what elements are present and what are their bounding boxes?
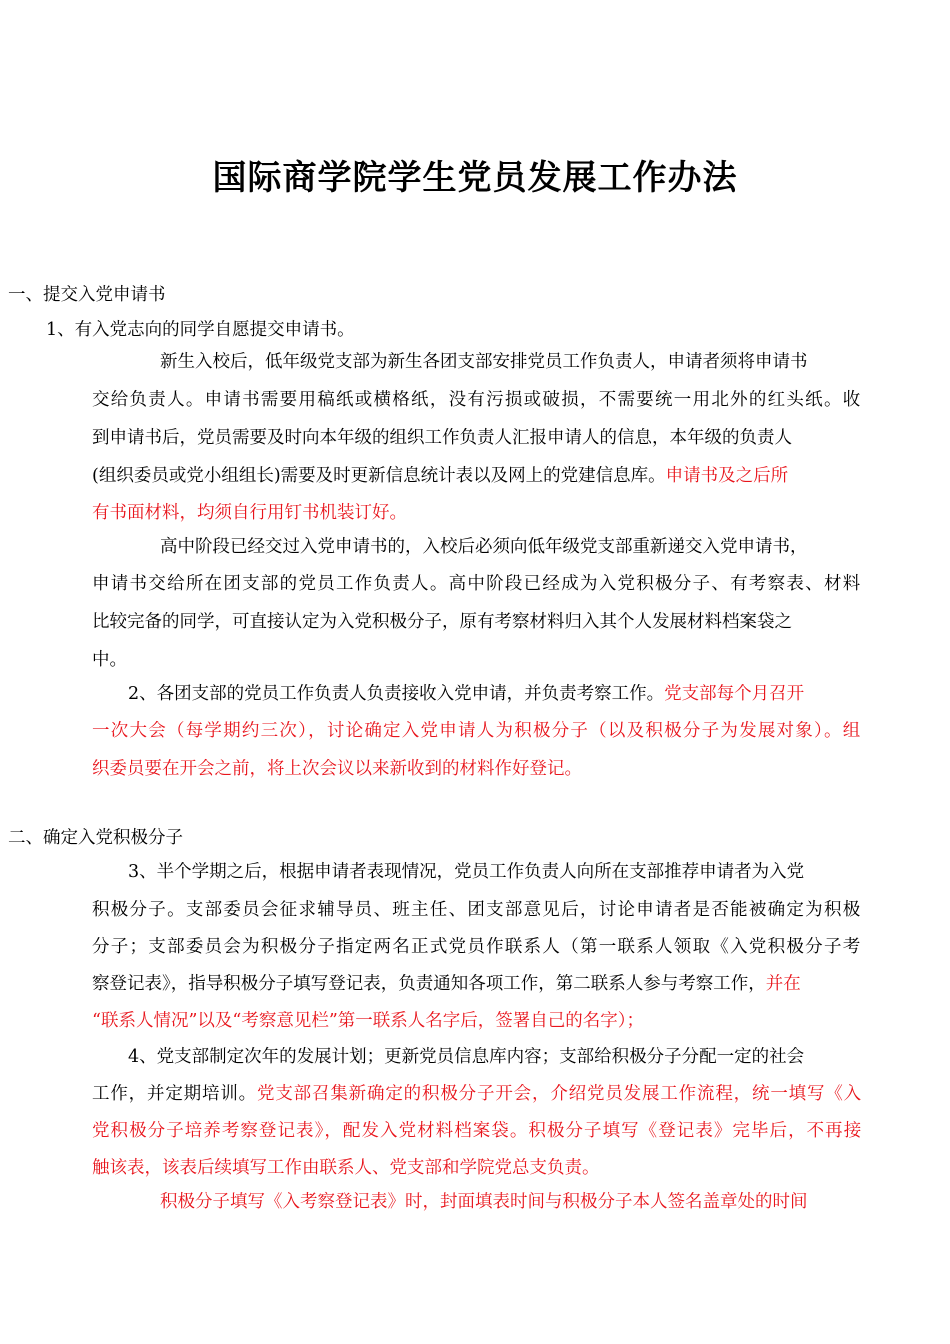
- paragraph-line: 4、党支部制定次年的发展计划；更新党员信息库内容；支部给积极分子分配一定的社会: [128, 1047, 805, 1067]
- paragraph-line: 中。: [92, 650, 127, 670]
- paragraph-line: 1、有入党志向的同学自愿提交申请书。: [46, 320, 355, 340]
- emphasis-text: 申请书及之后所: [665, 466, 789, 486]
- paragraph-text: 工作，并定期培训。: [92, 1084, 257, 1104]
- paragraph-line: [92, 464, 788, 488]
- emphasis-line: 党积极分子培养考察登记表》，配发入党材料档案袋。积极分子填写《登记表》完毕后，不再接: [92, 1121, 863, 1141]
- paragraph-line: 高中阶段已经交过入党申请书的，入校后必须向低年级党支部重新递交入党申请书，: [160, 537, 808, 557]
- paragraph-line: [92, 972, 801, 996]
- document-title: 国际商学院学生党员发展工作办法: [212, 158, 738, 198]
- paragraph-line: 积极分子。支部委员会征求辅导员、班主任、团支部意见后，讨论申请者是否能被确定为积极: [92, 900, 862, 920]
- paragraph-line: 申请书交给所在团支部的党员工作负责人。高中阶段已经成为入党积极分子、有考察表、材料: [92, 574, 862, 594]
- emphasis-line: 触该表，该表后续填写工作由联系人、党支部和学院党总支负责。: [92, 1158, 600, 1178]
- paragraph-text: 2、各团支部的党员工作负责人负责接收入党申请，并负责考察工作。: [128, 684, 665, 704]
- emphasis-text: 党支部召集新确定的积极分子开会，介绍党员发展工作流程，统一填写《入: [257, 1084, 862, 1104]
- paragraph-text: (组织委员或党小组组长)需要及时更新信息统计表以及网上的党建信息库。: [92, 466, 666, 486]
- paragraph-line: [128, 682, 804, 706]
- paragraph-text: 察登记表》，指导积极分子填写登记表，负责通知各项工作，第二联系人参与考察工作，: [92, 974, 766, 994]
- emphasis-text: 党支部每个月召开: [664, 684, 805, 704]
- emphasis-line: 一次大会（每学期约三次），讨论确定入党申请人为积极分子（以及积极分子为发展对象）。组: [92, 721, 862, 741]
- paragraph-line: 3、半个学期之后，根据申请者表现情况，党员工作负责人向所在支部推荐申请者为入党: [128, 862, 805, 882]
- paragraph-line: [92, 1082, 862, 1106]
- paragraph-line: 比较完备的同学，可直接认定为入党积极分子，原有考察材料归入其个人发展材料档案袋之: [92, 612, 792, 632]
- emphasis-line: 积极分子填写《入考察登记表》时，封面填表时间与积极分子本人签名盖章处的时间: [160, 1192, 808, 1212]
- paragraph-line: 新生入校后，低年级党支部为新生各团支部安排党员工作负责人，申请者须将申请书: [160, 352, 808, 372]
- emphasis-text: 并在: [765, 974, 801, 994]
- emphasis-line: “联系人情况”以及“考察意见栏”第一联系人名字后，签署自己的名字）；: [92, 1011, 645, 1031]
- section-heading-2: 二、确定入党积极分子: [8, 828, 183, 848]
- paragraph-line: 交给负责人。申请书需要用稿纸或横格纸，没有污损或破损，不需要统一用北外的红头纸。收: [92, 390, 862, 410]
- emphasis-line: 有书面材料，均须自行用钉书机装订好。: [92, 503, 407, 523]
- section-heading-1: 一、提交入党申请书: [8, 285, 166, 305]
- paragraph-line: 分子；支部委员会为积极分子指定两名正式党员作联系人（第一联系人领取《入党积极分子考: [92, 937, 862, 957]
- paragraph-line: 到申请书后，党员需要及时向本年级的组织工作负责人汇报申请人的信息，本年级的负责人: [92, 428, 792, 448]
- emphasis-line: 织委员要在开会之前，将上次会议以来新收到的材料作好登记。: [92, 759, 582, 779]
